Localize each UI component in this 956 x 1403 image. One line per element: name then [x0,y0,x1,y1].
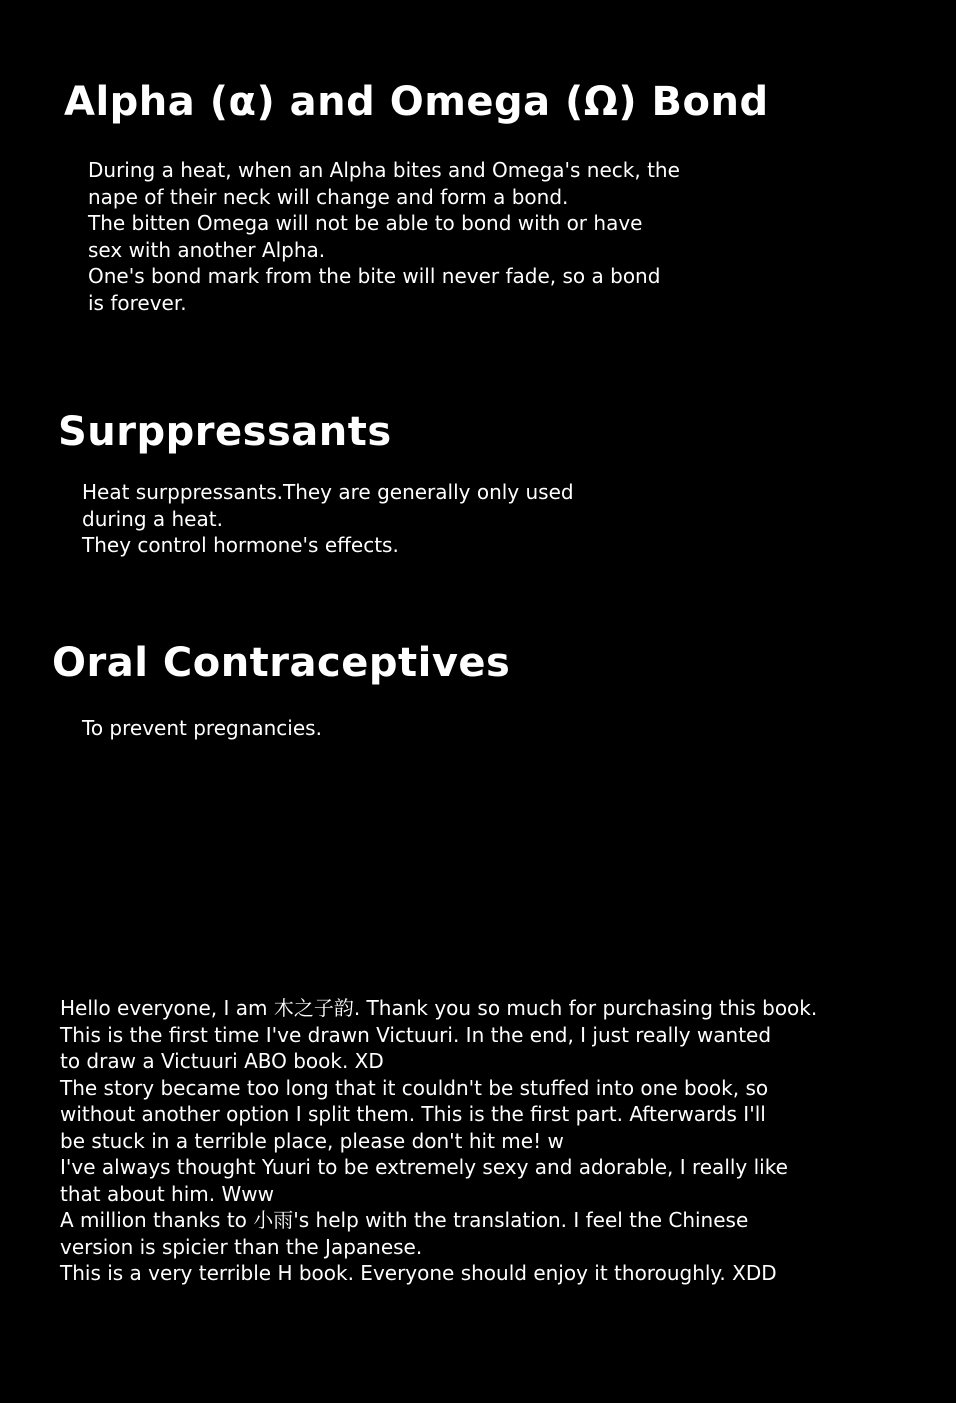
text-line: be stuck in a terrible place, please don't hit me! w [60,1128,564,1153]
text-line: to draw a Victuuri ABO book. XD [60,1049,384,1073]
afterword-note [60,995,817,1287]
section-body-surppressants [82,479,574,559]
text-line: The bitten Omega will not be able to bond with or have [88,211,643,235]
text-line: nape of their neck will change and form a bond. [88,184,569,209]
text-line: A million thanks to 小雨's help with the translation. I feel the Chinese [60,1208,749,1232]
text-line: They control hormone's effects. [82,533,399,557]
text-line: Heat surppressants.They are generally only used [82,480,574,504]
text-line: sex with another Alpha. [88,237,326,262]
text-line: This is a very terrible H book. Everyone should enjoy it thoroughly. XDD [60,1261,777,1285]
text-line: The story became too long that it couldn't be stuffed into one book, so [60,1075,769,1100]
text-line: To prevent pregnancies. [82,716,322,740]
text-line: without another option I split them. This is the first part. Afterwards I'll [60,1102,766,1126]
text-line: during a heat. [82,506,223,531]
text-line: version is spicier than the Japanese. [60,1234,423,1259]
section-title-oral-contraceptives: Oral Contraceptives [52,640,511,686]
text-line: During a heat, when an Alpha bites and Omega's neck, the [88,158,680,182]
text-line: One's bond mark from the bite will never fade, so a bond [88,264,661,288]
text-line: Hello everyone, I am 木之子韵. Thank you so much for purchasing this book. [60,996,818,1020]
text-line: I've always thought Yuuri to be extremely sexy and adorable, I really like [60,1155,788,1179]
section-body-alpha-omega-bond [88,157,680,316]
section-body-oral-contraceptives [82,715,322,742]
text-line: This is the first time I've drawn Victuuri. In the end, I just really wanted [60,1022,772,1047]
text-line: is forever. [88,290,187,315]
section-title-alpha-omega-bond: Alpha (α) and Omega (Ω) Bond [64,79,769,125]
text-line: that about him. Www [60,1181,274,1206]
section-title-surppressants: Surppressants [58,409,392,455]
